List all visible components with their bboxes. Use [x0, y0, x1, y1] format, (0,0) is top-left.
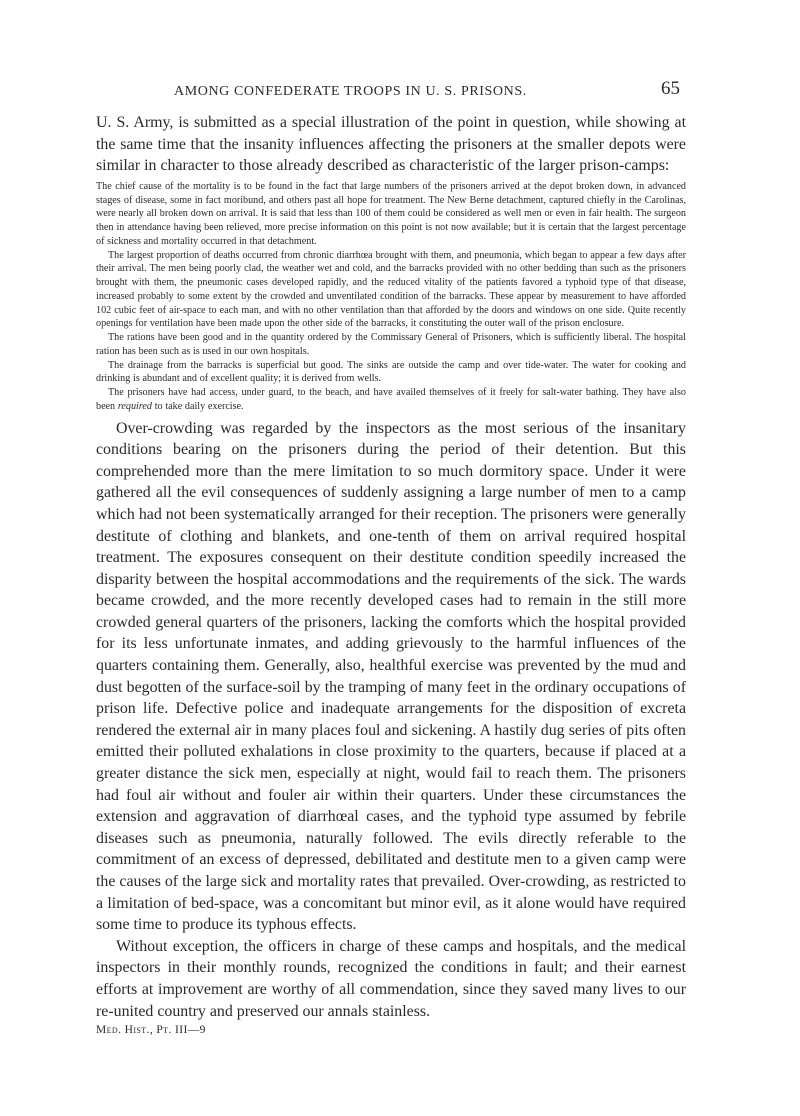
quoted-report [96, 180, 686, 414]
report-text: to take daily exercise. [151, 400, 244, 412]
intro-paragraph: U. S. Army, is submitted as a special illustration of the point in question, while showing at the same time that the insanity influences affecting the prisoners at the smaller depots were similar in character to those already described as characteristic of the larger prison-camps: [96, 114, 686, 175]
document-page [96, 78, 686, 1088]
main-paragraph: Over-crowding was regarded by the inspectors as the most serious of the insanitary conditions bearing on the prisoners during the period of their detention. But this comprehended more than the mere limitation to so much dormitory space. Under it were gathered all the evil consequences of suddenly assigning a large number of men to a camp which had not been systematically arranged for their reception. The prisoners were generally destitute of clothing and blankets, and one-tenth of them on arrival required hospital treatment. The exposures consequent on their destitute condition speedily increased the disparity between the hospital accommodations and the requirements of the sick. The wards became crowded, and the more recently developed cases had to remain in the still more crowded general quarters of the prisoners, lacking the comforts which the hospital provided for its less unfortunate inmates, and adding grievously to the harmful influences of the quarters containing them. Generally, also, healthful exercise was prevented by the mud and dust begotten of the surface-soil by the tramping of many feet in the ordinary occupations of prison life. Defective police and inadequate arrangements for the disposition of excreta rendered the external air in many places foul and sickening. A hastily dug series of pits often emitted their polluted exhalations in close proximity to the quarters, because if placed at a greater distance the sick men, especially at night, would fail to reach them. The prisoners had foul air without and fouler air within their quarters. Under these circumstances the extension and aggravation of diarrhœal cases, and the typhoid type assumed by febrile diseases such as pneumonia, naturally followed. The evils directly referable to the commitment of an excess of depressed, debilitated and destitute men to a given camp were the causes of the large sick and mortality rates that prevailed. Over-crowding, as restricted to a limitation of bed-space, was a concomitant but minor evil, as it alone would have required some time to produce its typhous effects. [96, 419, 686, 934]
running-head-title: AMONG CONFEDERATE TROOPS IN U. S. PRISONS. [174, 84, 527, 99]
running-head [96, 78, 686, 112]
report-paragraph: The drainage from the barracks is superficial but good. The sinks are outside the camp and over tide-water. The water for cooking and drinking is abundant and of excellent quality; it is derived from wells. [96, 359, 686, 385]
report-text: The prisoners have had access, under guard, to the beach, and have availed themselves of it freely for salt-water bathing. They have also been [96, 387, 686, 412]
page-number: 65 [661, 78, 680, 99]
report-paragraph: The rations have been good and in the quantity ordered by the Commissary General of Prisoners, which is sufficiently liberal. The hospital ration has been such as is used in our own hospitals. [96, 332, 686, 357]
report-paragraph: The largest proportion of deaths occurred from chronic diarrhœa brought with them, and pneumonia, which began to appear a few days after their arrival. The men being poorly clad, the weather wet and cold, and the barracks provided with no other bedding than such as the prisoners brought with them, the pneumonic cases developed rapidly, and the reduced vitality of the patients favored a typhoid type of that disease, increased probably to some extent by the crowded and unventilated condition of the barracks. These appear by measurement to have afforded 102 cubic feet of air-space to each man, and with no other ventilation than that afforded by the doors and windows on one side. Quite recently openings for ventilation have been made upon the other side of the barracks, it constituting the outer wall of the prison enclosure. [96, 249, 686, 330]
report-emphasis: required [117, 400, 152, 412]
report-paragraph: The chief cause of the mortality is to be found in the fact that large numbers of the prisoners arrived at the depot broken down, in advanced stages of disease, some in fact moribund, and others past all hope for treatment. The New Berne detachment, captured chiefly in the Carolinas, were nearly all broken down on arrival. It is said that less than 100 of them could be considered as well men or even in fair health. The surgeon then in attendance having been relieved, more precise information on this point is not now available; but it is certain that the largest percentage of sickness and mortality occurred in that detachment. [96, 180, 686, 247]
report-paragraph-last [96, 386, 686, 414]
signature-mark: Med. Hist., Pt. III—9 [96, 1024, 206, 1037]
main-paragraph: Without exception, the officers in charge of these camps and hospitals, and the medical inspectors in their monthly rounds, recognized the conditions in fault; and their earnest efforts at improvement are worthy of all commendation, since they saved many lives to our re-united country and preserved our annals stainless. [96, 937, 686, 1020]
